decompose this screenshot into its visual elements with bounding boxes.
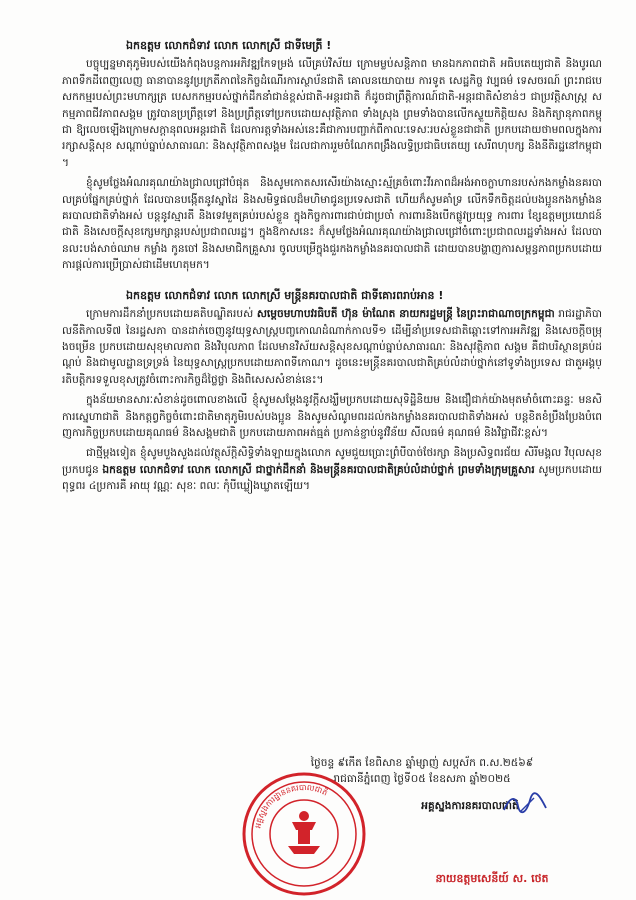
paragraph-3-intro: ក្រោមការដឹកនាំប្រកបដោយគតិបណ្ឌិតរបស់ <box>86 308 257 321</box>
paragraph-4: ក្នុងន័យមានសារៈសំខាន់ដូចពោលខាងលើ ខ្ញុំសូមសម្តែងនូវក្តីសង្ឃឹមប្រកបដោយសុទិដ្ឋិនិយម និងជឿជាក់យ៉ាងមុតមាំចំពោះឆន្ទៈ មនសិការស្នេហាជាតិ និងកត្តព្វកិច្ចចំពោះជាតិមាតុភូមិរបស់បងប្អូន និងសូមសំណូមពរដល់កងកម្លាំងនគរបាលជាតិទាំងអស់ បន្តខិតខំប្រឹងប្រែងបំពេញការកិច្ចប្រកបដោយគុណធម៌ និងសង្គមជាតិ ប្រកបដោយភាពអត់ធ្មត់ ប្រកាន់ខ្ជាប់នូវវិន័យ សីលធម៌ គុណធម៌ និងវិជ្ជាជីវៈខ្ពស់។ <box>62 394 602 439</box>
paragraph-1: បច្ចុប្បន្នមាតុភូមិរបស់យើងកំពុងបន្តការអភិវឌ្ឍកែទម្រង់ លើគ្រប់វិស័យ ក្រោមម្លប់សន្តិភាព មានឯកភាពជាតិ អធិបតេយ្យជាតិ និងបូរណភាពទឹកដីពេញលេញ ធានាបាននូវប្រក្រតីភាពនៃកិច្ចដំណើរការស្ថាប័នជាតិ គោលនយោបាយ ការទូត សេដ្ឋកិច្ច វប្បធម៌ ទេសចរណ៍ ព្រះរាជបេសកកម្មរបស់ព្រះមហាក្សត្រ បេសកកម្មរបស់ថ្នាក់ដឹកនាំជាន់ខ្ពស់ជាតិ-អន្តរជាតិ ក៏ដូចជាព្រឹត្តិការណ៍ជាតិ-អន្តរជាតិសំខាន់ៗ ជាប្រវត្តិសាស្ត្រ សកម្មភាពជីវភាពសង្គម ត្រូវបានប្រព្រឹត្តទៅ និងប្រព្រឹត្តទៅប្រកបដោយសុវត្ថិភាព ទាំងស្រុង ព្រមទាំងបានលើកស្ទួយកិត្តិយស និងកិត្យានុភាពកម្ពុជា ឱ្យលេចឡើងក្រោមសក្តានុពលអន្តរជាតិ ដែលការត្តទាំងអស់នេះគឺជាការបញ្ជាក់ពីកាលៈទេសៈរបស់ខ្លួនជាជាតិ ប្រកបដោយថាមពលក្នុងការរក្សាសន្តិសុខ សណ្តាប់ធ្នាប់សាធារណៈ និងសុវត្ថិភាពសង្គម ដែលជាការរួមចំណែកពង្រឹងលទ្ធិប្រជាធិបតេយ្យ សេរីពហុបក្ស និងនីតិរដ្ឋនៅកម្ពុជា។ <box>62 58 602 169</box>
paragraph-3 <box>62 306 602 388</box>
seal-text: អគ្គស្នងការដ្ឋាននគរបាលជាតិ <box>253 782 330 829</box>
seal-emblem <box>288 811 320 854</box>
signature-icon <box>500 792 550 816</box>
paragraph-3-rest: រាជរដ្ឋាភិបាលនីតិកាលទី៧ នៃរដ្ឋសភា បានដាក់ចេញនូវយុទ្ធសាស្ត្របញ្ចកោណដំណាក់កាលទី១ ដើម្បីនាំប្រទេសជាតិឆ្ពោះទៅការអភិវឌ្ឍ និងសេចក្តីចម្រុងចម្រើន ប្រកបដោយសុខុមាលភាព និងវិបុលភាព ដែលមានវិស័យសន្តិសុខសណ្តាប់ធ្នាប់សាធារណៈ និងសុវត្ថិភាព សង្គម គឺជាបរិស្ថានគ្រប់ដណ្តប់ និងជាមូលដ្ឋានទ្រទ្រង់ នៃយុទ្ធសាស្ត្រប្រកបដោយភាពទីកោណ។ ដូចនេះមន្ត្រីនគរបាលជាតិគ្រប់លំដាប់ថ្នាក់នៅទូទាំងប្រទេស ជាតួអង្គប្រតិបត្តិករទទួលខុសត្រូវចំពោះការកិច្ចដ៏ថ្លៃថ្លា និងពិសេសសំខាន់នេះ។ <box>62 308 602 386</box>
paragraph-2: ខ្ញុំសូមថ្លែងអំណរគុណយ៉ាងជ្រាលជ្រៅបំផុត និងសូមកោតសរសើរយ៉ាងស្មោះស្ម័គ្រចំពោះវីរភាពដ៏អង់អាចក្លាហានរបស់កងកម្លាំងនគរបាលគ្រប់ផ្នែកគ្រប់ថ្នាក់ ដែលបានបង្កើតនូវស្នាដៃ និងសមិទ្ធផលដ៏មហិមាជូនប្រទេសជាតិ ហើយក៏សូមគាំទ្រ លើកទឹកចិត្តដល់បងប្អូនកងកម្លាំងនគរបាលជាតិទាំងអស់ បន្តនូវស្មារតី និងទេវមួតគ្រប់របស់ខ្លួន ក្នុងកិច្ចការពារជាប់ជាប្រចាំ ការពារនិងបើកផ្លូវប្រយុទ្ធ ការពារ ខ្សែឧត្តមប្រយោជន៍ជាតិ និងសេចក្តីសុខក្សេមក្សាន្តរបស់ប្រជាពលរដ្ឋ។ ក្នុងឱកាសនេះ ក៏សូមថ្លែងអំណរគុណយ៉ាងជ្រាលជ្រៅចំពោះប្រជាពលរដ្ឋទាំងអស់ ដែលបានលះបង់សាច់ឈាម កម្លាំង កូនចៅ និងសមាជិកគ្រួសារ ចូលបម្រើក្នុងជួរកងកម្លាំងនគរបាលជាតិ ដោយបានបង្ហាញការសម្ពន្ធភាពប្រកបដោយការផ្ដល់ការប្រើប្រាស់ជាដើមហេតុមក។ <box>62 177 602 272</box>
solar-date: រាជធានីភ្នំពេញ ថ្ងៃទី០៥ ខែឧសភា ឆ្នាំ២០២៥ <box>333 773 511 785</box>
paragraph-5-intro: ជាថ្មីម្តងទៀត ខ្ញុំសូមបួងសួងដល់វត្ថុស័ក្តិសិទ្ធិទាំងឡាយក្នុងលោក សូមជួយប្រោះព្រំបីបាច់ថែរក្សា និងប្រសិទ្ធពរជ័យ សិរីមង្គល វិបុលសុខប្រកបជូន <box>62 447 602 476</box>
paragraph-5-rest: សូមប្រកបដោយពុទ្ធពរ ៤ប្រការគឺ អាយុ វណ្ណៈ សុខៈ ពលៈ កុំបីឃ្លៀងឃ្លាតឡើយ។ <box>62 463 602 493</box>
salutation-heading-1: ឯកឧត្តម លោកជំទាវ លោក លោកស្រី ជាទីមេត្រី ! <box>126 39 332 52</box>
recipients-emphasis: ឯកឧត្តម លោកជំទាវ លោក លោកស្រី ជាថ្នាក់ដឹកនាំ និងមន្ត្រីនគរបាលជាតិគ្រប់លំដាប់ថ្នាក់ ព្រមទាំងក្រុមគ្រួសារ <box>102 463 535 476</box>
signatory-title: អគ្គស្នងការនគរបាលជាតិ <box>421 800 519 812</box>
paragraph-5 <box>62 445 602 494</box>
prime-minister-name: សម្តេចមហាបវរធិបតី ហ៊ុន ម៉ាណែត នាយករដ្ឋមន្ត្រី នៃព្រះរាជាណាចក្រកម្ពុជា <box>256 308 555 321</box>
lunar-date: ថ្ងៃចន្ទ ៩កើត ខែពិសាខ ឆ្នាំម្សាញ់ សប្តស័ក ព.ស.២៥៦៩ <box>310 757 534 769</box>
letter-body <box>62 24 602 499</box>
signatory-name: នាយឧត្តមសេនីយ៍ ស. ថេត <box>435 872 549 885</box>
official-seal-icon <box>240 770 368 898</box>
salutation-heading-2: ឯកឧត្តម លោកជំទាវ លោក លោកស្រី មន្ត្រីនគរបាលជាតិ ជាទីគោរពរាប់អាន ! <box>126 288 444 302</box>
